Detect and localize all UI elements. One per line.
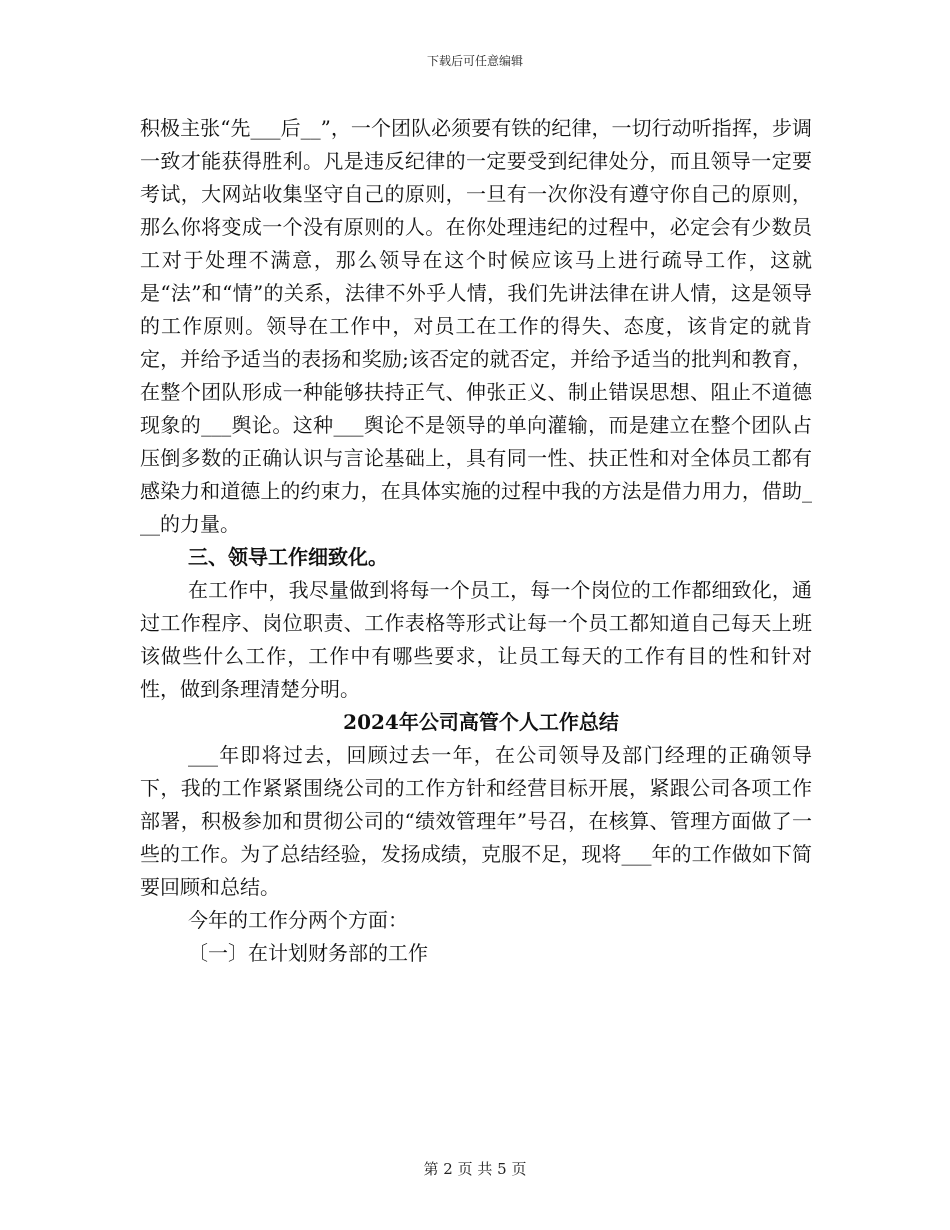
document-body xyxy=(140,112,812,970)
paragraph-finance-dept: 〔一〕在计划财务部的工作 xyxy=(188,941,428,965)
paragraph-year-review: ___年即将过去，回顾过去一年，在公司领导及部门经理的正确领导下，我的工作紧紧围绕公司的工作方针和经营目标开展，紧跟公司各项工作部署，积极参加和贯彻公司的“绩效管理年”号召，在核算、管理方面做了一些的工作。为了总结经验，发扬成绩，克服不足，现将___年的工作做如下简要回顾和总结。 xyxy=(140,743,812,899)
paragraph-discipline: 积极主张“先___后__”，一个团队必须要有铁的纪律，一切行动听指挥，步调一致才能获得胜利。凡是违反纪律的一定要受到纪律处分，而且领导一定要考试，大网站收集坚守自己的原则，一旦有一次你没有遵守你自己的原则，那么你将变成一个没有原则的人。在你处理违纪的过程中，必定会有少数员工对于处理不满意，那么领导在这个时候应该马上进行疏导工作，这就是“法”和“情”的关系，法律不外乎人情，我们先讲法律在讲人情，这是领导的工作原则。领导在工作中，对员工在工作的得失、态度，该肯定的就肯定，并给予适当的表扬和奖励;该否定的就否定，并给予适当的批判和教育，在整个团队形成一种能够扶持正气、伸张正义、制止错误思想、阻止不道德现象的___舆论。这种___舆论不是领导的单向灌输，而是建立在整个团队占压倒多数的正确认识与言论基础上，具有同一性、扶正性和对全体员工都有感染力和道德上的约束力，在具体实施的过程中我的方法是借力用力，借助___的力量。 xyxy=(140,116,812,536)
paragraph-two-aspects: 今年的工作分两个方面： xyxy=(188,908,408,932)
page-number: 第 2 页 共 5 页 xyxy=(423,1160,527,1178)
paragraph-detail-work: 在工作中，我尽量做到将每一个员工，每一个岗位的工作都细致化，通过工作程序、岗位职责、工作表格等形式让每一个员工都知道自己每天上班该做些什么工作，工作中有哪些要求，让员工每天的工作有目的性和针对性，做到条理清楚分明。 xyxy=(140,578,812,701)
section-heading-3: 三、领导工作细致化。 xyxy=(188,545,388,569)
document-title: 2024年公司高管个人工作总结 xyxy=(343,710,619,734)
page-header-note: 下载后可任意编辑 xyxy=(426,54,523,68)
